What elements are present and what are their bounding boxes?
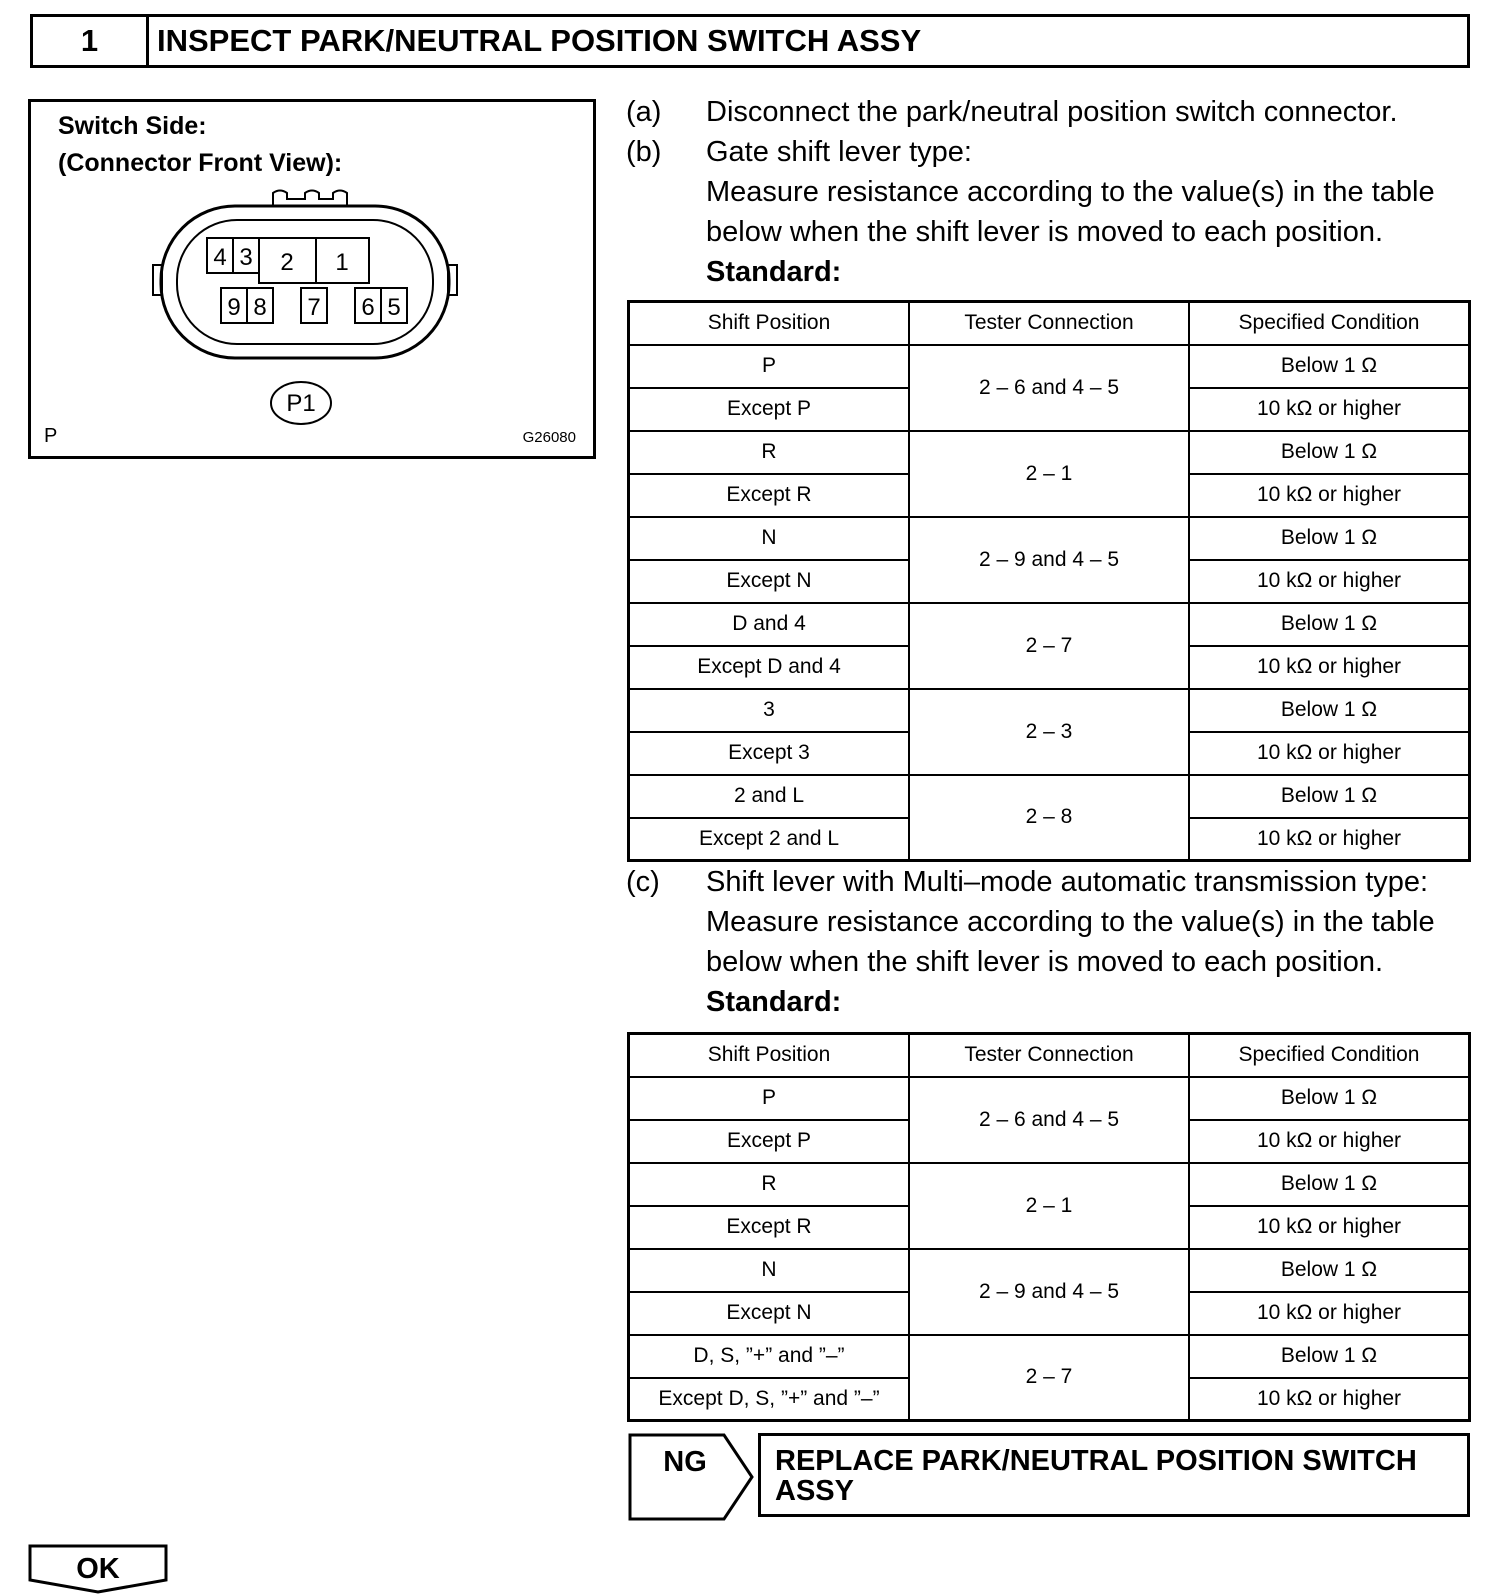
table-row: Except 3 10 kΩ or higher xyxy=(629,732,1470,775)
step-number: 1 xyxy=(33,17,149,65)
step-b-letter: (b) xyxy=(626,136,662,168)
table-row: Except P 10 kΩ or higher xyxy=(629,1120,1470,1163)
table-header: Tester Connection xyxy=(909,1034,1189,1077)
table-row: P 2 – 6 and 4 – 5 Below 1 Ω xyxy=(629,345,1470,388)
step-b-standard: Standard: xyxy=(706,256,842,288)
step-a-letter: (a) xyxy=(626,96,662,128)
section-header xyxy=(30,14,1470,68)
ng-action-line1: REPLACE PARK/NEUTRAL POSITION SWITCH xyxy=(775,1445,1417,1477)
table-row: Except N 10 kΩ or higher xyxy=(629,560,1470,603)
connector-id: P1 xyxy=(286,390,316,417)
pin-label: 3 xyxy=(239,244,253,271)
pin-label: 5 xyxy=(387,294,401,321)
spec-table-multi-mode xyxy=(627,1032,1471,1422)
table-header: Specified Condition xyxy=(1189,1034,1470,1077)
table-row: Except P 10 kΩ or higher xyxy=(629,388,1470,431)
pin-label: 7 xyxy=(307,294,321,321)
step-c-line2: Measure resistance according to the value(s) in the table xyxy=(706,906,1435,938)
table-header: Shift Position xyxy=(629,302,910,345)
step-b-line3: below when the shift lever is moved to each position. xyxy=(706,216,1384,248)
table-row: R 2 – 1 Below 1 Ω xyxy=(629,431,1470,474)
table-row: P 2 – 6 and 4 – 5 Below 1 Ω xyxy=(629,1077,1470,1120)
table-row: Except R 10 kΩ or higher xyxy=(629,1206,1470,1249)
table-row: Except 2 and L 10 kΩ or higher xyxy=(629,818,1470,861)
step-b-line2: Measure resistance according to the value(s) in the table xyxy=(706,176,1435,208)
table-header: Shift Position xyxy=(629,1034,910,1077)
table-row: D and 4 2 – 7 Below 1 Ω xyxy=(629,603,1470,646)
ok-label: OK xyxy=(76,1553,120,1585)
step-c-letter: (c) xyxy=(626,866,660,898)
table-row: D, S, ”+” and ”–” 2 – 7 Below 1 Ω xyxy=(629,1335,1470,1378)
step-c-standard: Standard: xyxy=(706,986,842,1018)
table-row: N 2 – 9 and 4 – 5 Below 1 Ω xyxy=(629,1249,1470,1292)
figure-code: G26080 xyxy=(522,429,576,446)
pin-label: 2 xyxy=(280,249,294,276)
connector-latch xyxy=(273,191,347,207)
pin-label: 6 xyxy=(361,294,375,321)
step-a-text: Disconnect the park/neutral position switch connector. xyxy=(706,96,1398,128)
ng-label: NG xyxy=(663,1446,707,1478)
figure-label-switch-side: Switch Side: xyxy=(58,112,207,140)
step-b-line1: Gate shift lever type: xyxy=(706,136,972,168)
table-header: Tester Connection xyxy=(909,302,1189,345)
spec-table-gate-shift xyxy=(627,300,1471,862)
connector-diagram xyxy=(31,102,593,456)
step-c-line1: Shift lever with Multi–mode automatic transmission type: xyxy=(706,866,1429,898)
table-row: Except D and 4 10 kΩ or higher xyxy=(629,646,1470,689)
ng-action-box xyxy=(758,1433,1470,1517)
table-row: N 2 – 9 and 4 – 5 Below 1 Ω xyxy=(629,517,1470,560)
table-row: R 2 – 1 Below 1 Ω xyxy=(629,1163,1470,1206)
table-row: Except D, S, ”+” and ”–” 10 kΩ or higher xyxy=(629,1378,1470,1421)
table-header: Specified Condition xyxy=(1189,302,1470,345)
figure-label-front-view: (Connector Front View): xyxy=(58,149,343,177)
pin-label: 4 xyxy=(213,244,227,271)
table-row: Except R 10 kΩ or higher xyxy=(629,474,1470,517)
table-row: 3 2 – 3 Below 1 Ω xyxy=(629,689,1470,732)
section-title: INSPECT PARK/NEUTRAL POSITION SWITCH ASSY xyxy=(157,23,922,58)
pin-label: 1 xyxy=(335,249,349,276)
table-row: 2 and L 2 – 8 Below 1 Ω xyxy=(629,775,1470,818)
ng-action-line2: ASSY xyxy=(775,1475,854,1507)
ng-action-text xyxy=(775,1446,1417,1506)
figure-corner-left: P xyxy=(44,425,58,447)
table-row: Except N 10 kΩ or higher xyxy=(629,1292,1470,1335)
connector-figure xyxy=(28,99,596,459)
pin-label: 9 xyxy=(227,294,241,321)
pin-label: 8 xyxy=(253,294,267,321)
step-c-line3: below when the shift lever is moved to each position. xyxy=(706,946,1384,978)
